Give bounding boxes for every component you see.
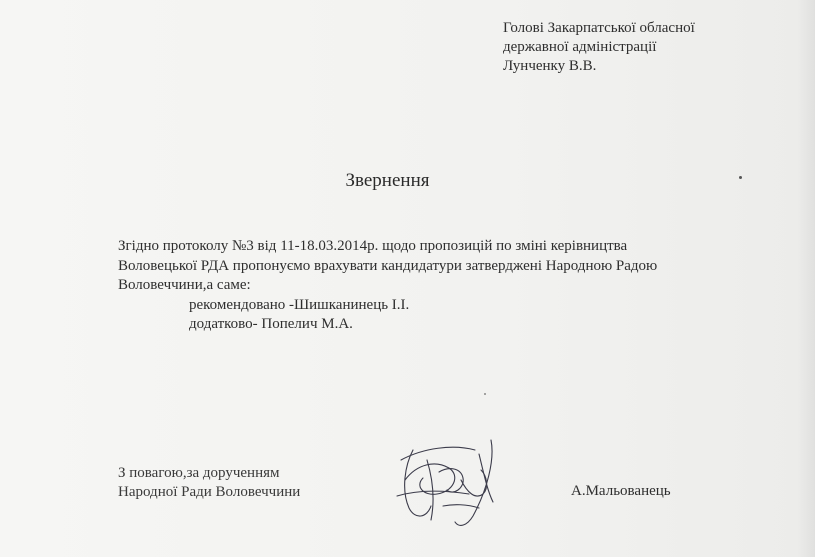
handwritten-signature (383, 420, 513, 532)
body-line-3: Воловеччини,а саме: (118, 277, 251, 293)
addressee-line-3: Лунченку В.В. (503, 58, 597, 74)
scan-speck (739, 176, 742, 179)
body-line-2: Воловецької РДА пропонуємо врахувати кандидатури затверджені Народною Радою (118, 257, 658, 274)
addressee-block (503, 19, 695, 76)
signer-name: А.Мальованець (571, 483, 671, 499)
candidate-additional: додатково- Попелич М.А. (189, 316, 353, 332)
addressee-line-2: державної адміністрації (503, 39, 657, 55)
closing-line-1: З повагою,за дорученням (118, 465, 280, 481)
document-title: Звернення (345, 170, 430, 191)
body-line-1: Згідно протоколу №3 від 11-18.03.2014р. щодо пропозицій по зміні керівництва (118, 238, 628, 254)
body-text (118, 237, 698, 335)
scan-edge-shadow (797, 0, 815, 557)
addressee-line-1: Голові Закарпатської обласної (503, 20, 695, 36)
scan-speck (484, 393, 486, 395)
candidate-recommended: рекомендовано -Шишканинець І.І. (189, 296, 410, 313)
closing-line-2: Народної Ради Воловеччини (118, 484, 301, 500)
closing-block (118, 464, 300, 502)
